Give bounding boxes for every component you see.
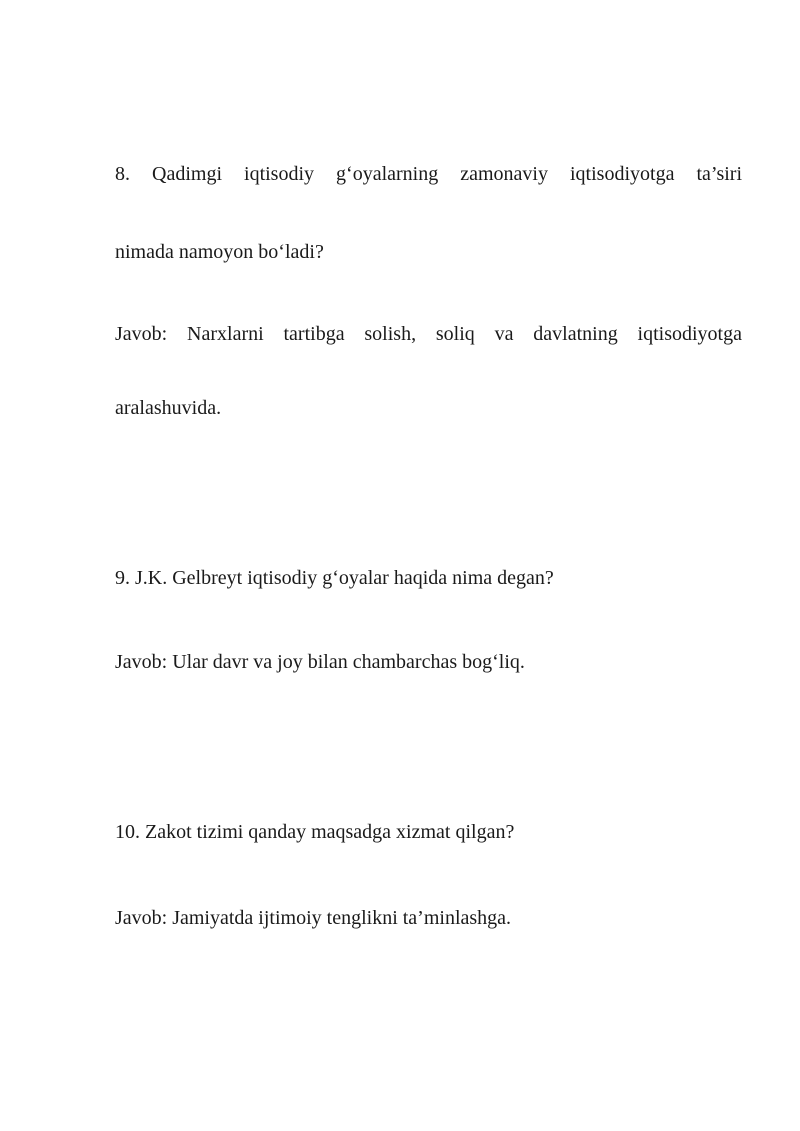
answer-8-line-2: aralashuvida. xyxy=(115,397,222,419)
question-9: 9. J.K. Gelbreyt iqtisodiy g‘oyalar haqida nima degan? xyxy=(115,567,554,589)
answer-10: Javob: Jamiyatda ijtimoiy tenglikni ta’minlashga. xyxy=(115,907,512,929)
question-10: 10. Zakot tizimi qanday maqsadga xizmat qilgan? xyxy=(115,821,515,843)
answer-9: Javob: Ular davr va joy bilan chambarchas bog‘liq. xyxy=(115,651,525,673)
question-8-line-2: nimada namoyon bo‘ladi? xyxy=(115,241,324,263)
question-8-line-1: 8. Qadimgi iqtisodiy g‘oyalarning zamonaviy iqtisodiyotga ta’siri xyxy=(115,163,742,185)
answer-8-line-1: Javob: Narxlarni tartibga solish, soliq va davlatning iqtisodiyotga xyxy=(115,323,742,345)
